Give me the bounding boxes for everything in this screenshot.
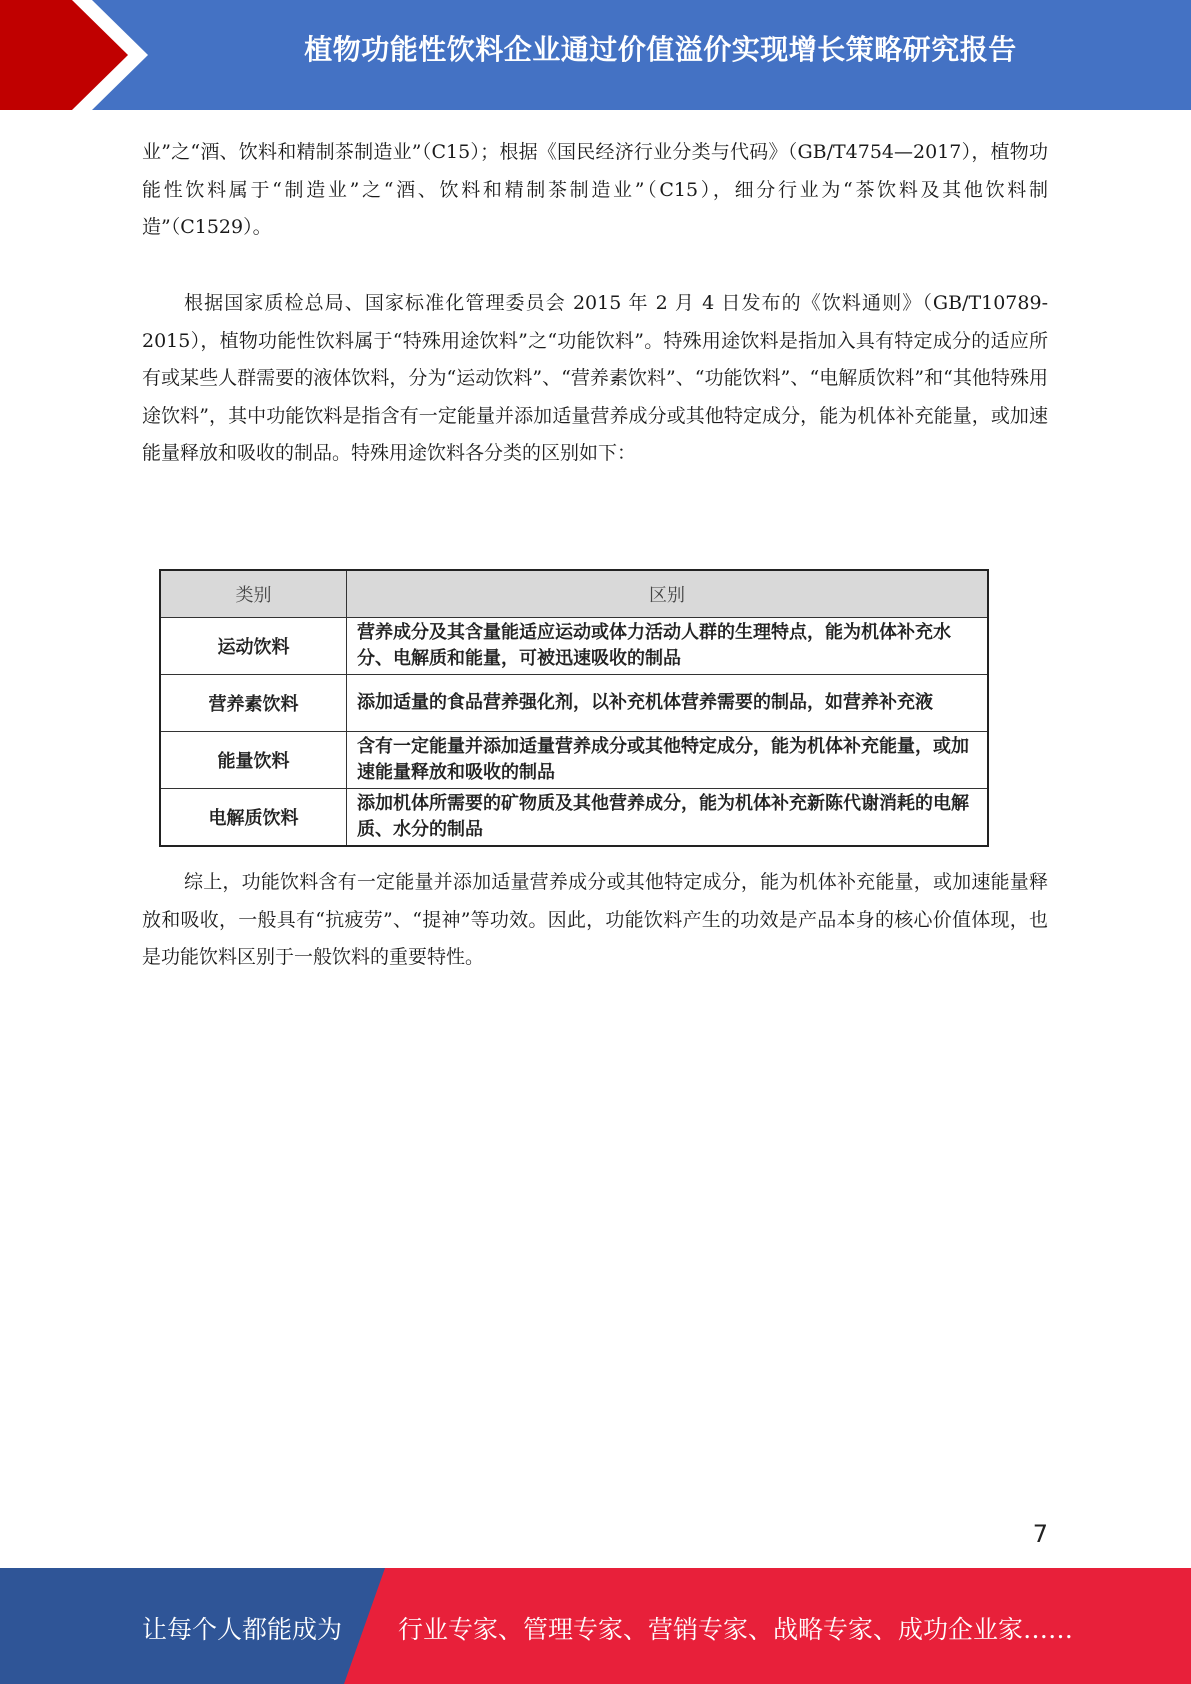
table-row <box>160 675 988 732</box>
table-row <box>160 732 988 789</box>
page-footer <box>0 1568 1191 1684</box>
footer-slogan-right: 行业专家、管理专家、营销专家、战略专家、成功企业家…… <box>398 1615 1074 1644</box>
body-paragraph-1: 业”之“酒、饮料和精制茶制造业”（C15）；根据《国民经济行业分类与代码》（GB/T4754—2017），植物功能性饮料属于“制造业”之“酒、饮料和精制茶制造业”（C15），细分行业为“茶饮料及其他饮料制造”（C1529）。 <box>142 141 1048 238</box>
footer-slogan-left: 让每个人都能成为 <box>142 1615 343 1644</box>
row-difference: 营养成分及其含量能适应运动或体力活动人群的生理特点，能为机体补充水分、电解质和能量，可被迅速吸收的制品 <box>347 618 989 675</box>
row-difference: 添加适量的食品营养强化剂，以补充机体营养需要的制品，如营养补充液 <box>347 675 989 732</box>
table-row <box>160 789 988 847</box>
header-category: 类别 <box>160 570 347 618</box>
page-number: 7 <box>1032 1520 1048 1548</box>
row-difference: 含有一定能量并添加适量营养成分或其他特定成分，能为机体补充能量，或加速能量释放和吸收的制品 <box>347 732 989 789</box>
row-difference: 添加机体所需要的矿物质及其他营养成分，能为机体补充新陈代谢消耗的电解质、水分的制品 <box>347 789 989 847</box>
beverage-category-table <box>159 569 991 847</box>
row-category: 电解质饮料 <box>160 789 347 847</box>
body-paragraph-3: 综上，功能饮料含有一定能量并添加适量营养成分或其他特定成分，能为机体补充能量，或加速能量释放和吸收，一般具有“抗疲劳”、“提神”等功效。因此，功能饮料产生的功效是产品本身的核心价值体现，也是功能饮料区别于一般饮料的重要特性。 <box>142 871 1048 968</box>
row-category: 运动饮料 <box>160 618 347 675</box>
table-row <box>160 618 988 675</box>
body-paragraph-2: 根据国家质检总局、国家标准化管理委员会 2015 年 2 月 4 日发布的《饮料通则》（GB/T10789-2015），植物功能性饮料属于“特殊用途饮料”之“功能饮料”。特殊用途饮料是指加入具有特定成分的适应所有或某些人群需要的液体饮料，分为“运动饮料”、“营养素饮料”、“功能饮料”、“电解质饮料”和“其他特殊用途饮料”，其中功能饮料是指含有一定能量并添加适量营养成分或其他特定成分，能为机体补充能量，或加速能量释放和吸收的制品。特殊用途饮料各分类的区别如下： <box>142 292 1048 464</box>
report-title: 植物功能性饮料企业通过价值溢价实现增长策略研究报告 <box>304 33 1017 66</box>
header-difference: 区别 <box>347 570 989 618</box>
page-header <box>0 0 1191 110</box>
row-category: 营养素饮料 <box>160 675 347 732</box>
table-header-row <box>160 570 988 618</box>
row-category: 能量饮料 <box>160 732 347 789</box>
